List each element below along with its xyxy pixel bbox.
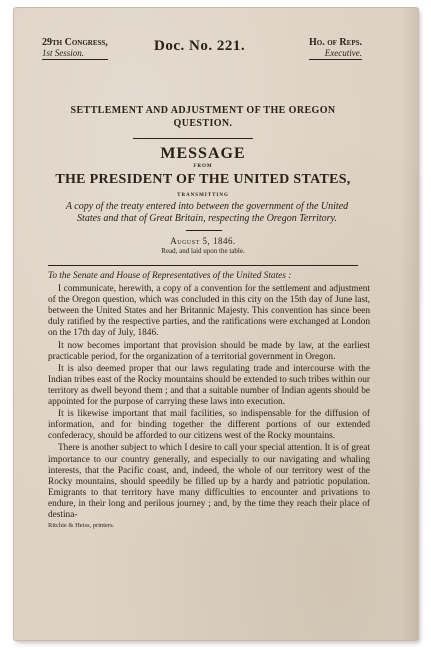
document-header xyxy=(34,37,362,68)
congress-session xyxy=(42,38,108,60)
paragraph: It is likewise important that mail facilities, so indispensable for the diffusion of information, and for binding together the different portions of our extended confederacy, should be afforded to our citizens west of the Rocky mountains. xyxy=(48,409,370,442)
paragraph: It is also deemed proper that our laws regulating trade and intercourse with the Indian tribes east of the Rocky mountains should be extended to such tribes within our territory as dwell beyond them ; and that a suitable number of Indian agents should be appointed for the purpose of carrying these laws into execution. xyxy=(48,363,370,408)
title-line-2: QUESTION. xyxy=(173,118,233,129)
congress-label: 29th Congress, xyxy=(42,37,108,48)
title-line-1: SETTLEMENT AND ADJUSTMENT OF THE OREGON xyxy=(70,105,336,116)
from-label: FROM xyxy=(193,164,213,169)
purpose-text xyxy=(48,201,366,225)
message-heading: MESSAGE xyxy=(160,145,246,162)
transmitting-label: TRANSMITTING xyxy=(177,193,229,198)
divider-rule xyxy=(133,138,253,139)
page-content xyxy=(34,37,370,530)
house-executive xyxy=(309,38,362,60)
president-heading: THE PRESIDENT OF THE UNITED STATES, xyxy=(55,172,351,187)
body-divider-rule xyxy=(48,265,358,266)
executive-label: Executive. xyxy=(309,48,362,60)
purpose-line-1: A copy of the treaty entered into between the government of the United xyxy=(65,201,349,212)
paragraph: It now becomes important that provision should be made by law, at the earliest practicable period, for the organization of a territorial government in Oregon. xyxy=(48,340,370,362)
purpose-line-2: States and that of Great Britain, respecting the Oregon Territory. xyxy=(77,213,337,224)
read-note: Read, and laid upon the table. xyxy=(161,247,245,255)
paragraph: There is another subject to which I desire to call your special attention. It is of great importance to our country generally, and especially to our navigating and whaling interests, that the Pacific coast, and, indeed, the whole of our territory west of the Rocky mountains, should speedily be filled up by a hardy and patriotic population. Emigrants to that territory have many difficulties to encounter and privations to endure, in their long and perilous journey ; and, by the time they reach their place of destina- xyxy=(48,443,370,520)
document-title xyxy=(48,104,358,130)
printer-imprint: Ritchie & Heiss, printers. xyxy=(48,522,115,530)
session-label: 1st Session. xyxy=(42,48,108,60)
short-divider-rule xyxy=(186,230,222,231)
house-label: Ho. of Reps. xyxy=(308,37,362,48)
doc-number: Doc. No. 221. xyxy=(154,38,246,54)
salutation: To the Senate and House of Representatives of the United States : xyxy=(48,271,292,281)
message-body xyxy=(48,271,370,521)
document-page xyxy=(14,8,418,640)
message-date: August 5, 1846. xyxy=(170,236,236,246)
paragraph: I communicate, herewith, a copy of a convention for the settlement and adjustment of the Oregon question, which was concluded in this city on the 15th day of June last, between the United States and her Britannic Majesty. This convention has since been duly ratified by the respective parties, and the ratifications were exchanged at London on the 17th day of July, 1846. xyxy=(48,284,370,339)
